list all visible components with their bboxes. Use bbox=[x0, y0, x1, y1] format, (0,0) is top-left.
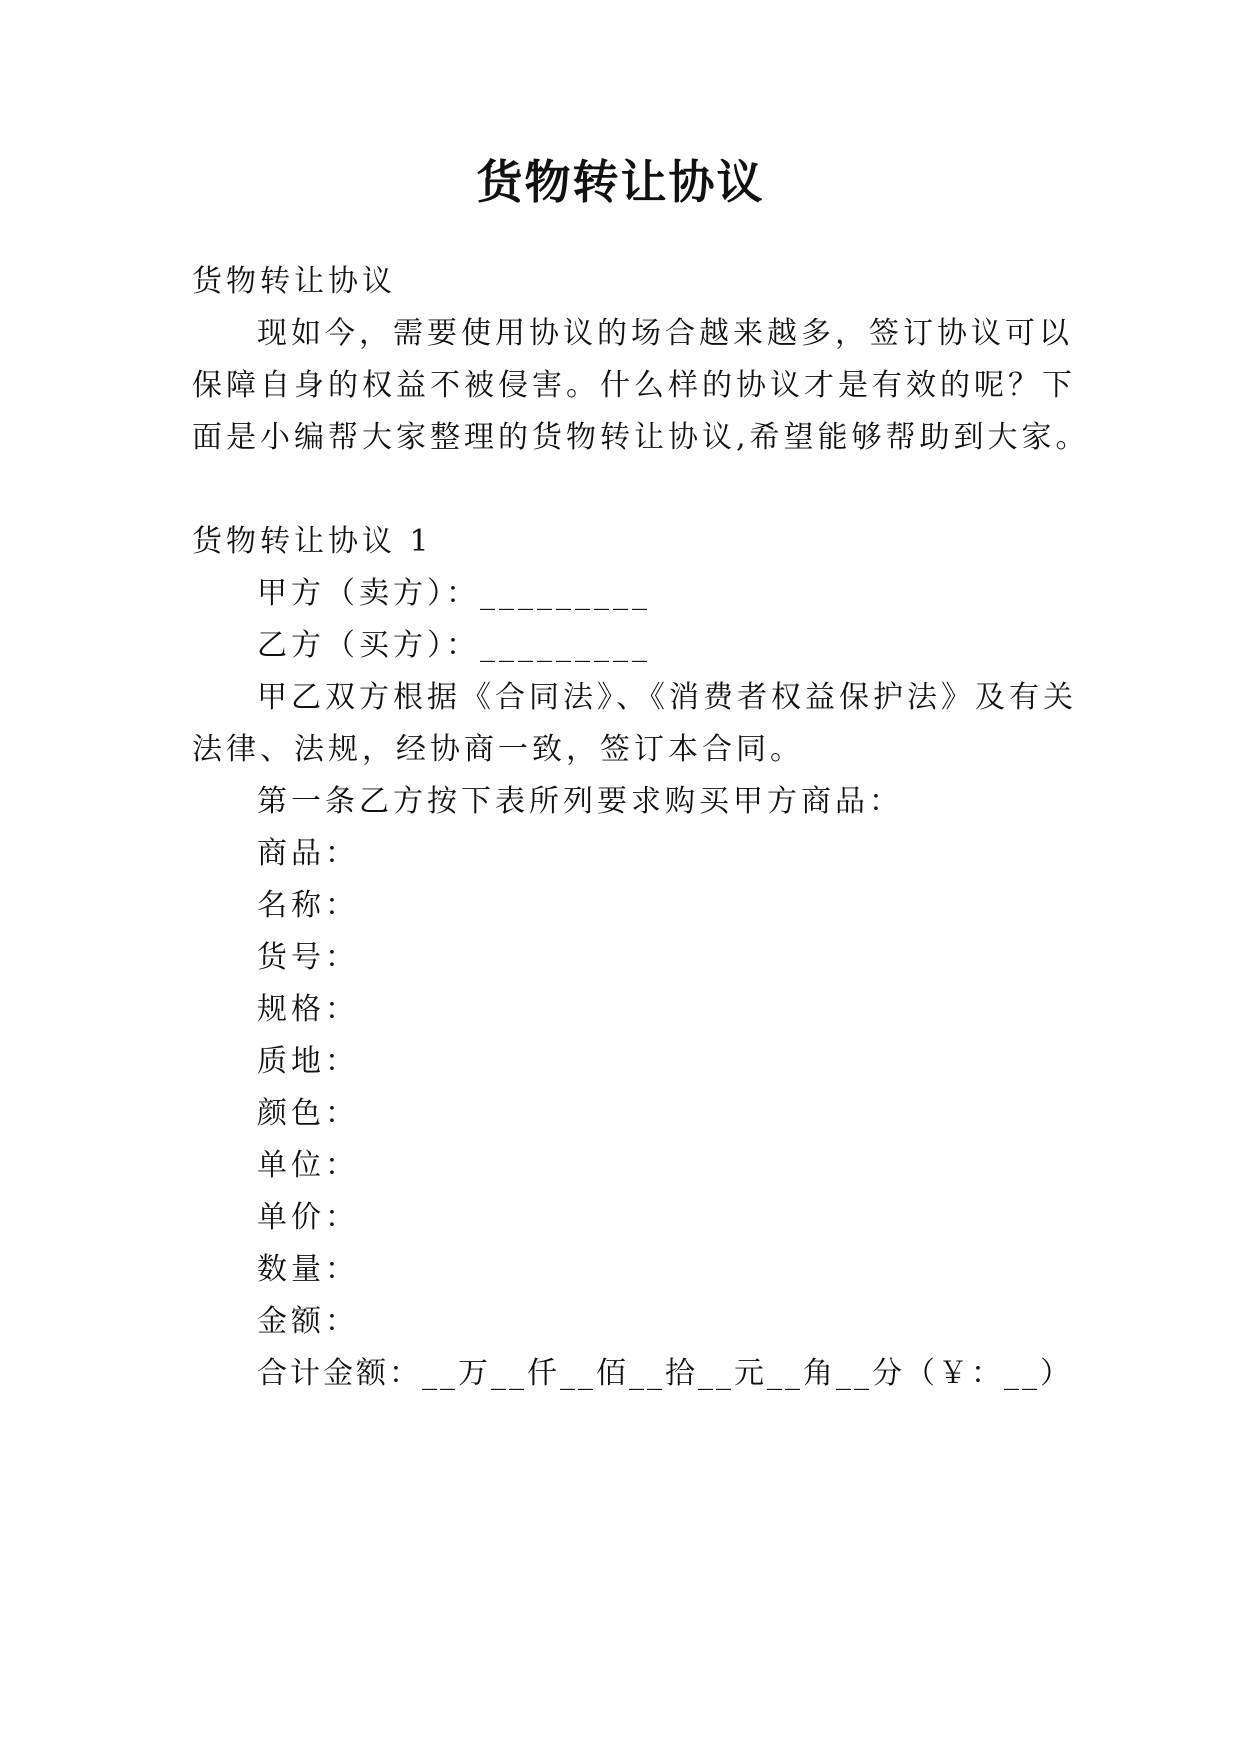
article-1: 第一条乙方按下表所列要求购买甲方商品： bbox=[257, 784, 903, 819]
intro-line-2: 保障自身的权益不被侵害。什么样的协议才是有效的呢？下 bbox=[192, 368, 1076, 403]
field-amount: 金额： bbox=[257, 1304, 359, 1339]
intro-line-1: 现如今，需要使用协议的场合越来越多，签订协议可以 bbox=[257, 316, 1073, 351]
field-unit-price: 单价： bbox=[257, 1200, 359, 1235]
agreement-heading: 货物转让协议 1 bbox=[192, 524, 433, 559]
field-name: 名称： bbox=[257, 888, 359, 923]
intro-line-3: 面是小编帮大家整理的货物转让协议,希望能够帮助到大家。 bbox=[192, 420, 1090, 455]
total-amount-line: 合计金额：__万__仟__佰__拾__元__角__分（￥：__） bbox=[257, 1356, 1073, 1391]
field-color: 颜色： bbox=[257, 1096, 359, 1131]
basis-line-1: 甲乙双方根据《合同法》、《消费者权益保护法》及有关 bbox=[257, 680, 1077, 715]
field-specification: 规格： bbox=[257, 992, 359, 1027]
field-material: 质地： bbox=[257, 1044, 359, 1079]
party-b-line: 乙方（买方）：_________ bbox=[257, 628, 651, 663]
section-heading: 货物转让协议 bbox=[192, 264, 396, 299]
party-a-line: 甲方（卖方）：_________ bbox=[257, 576, 651, 611]
field-goods: 商品： bbox=[257, 836, 359, 871]
field-unit: 单位： bbox=[257, 1148, 359, 1183]
field-item-number: 货号： bbox=[257, 940, 359, 975]
field-quantity: 数量： bbox=[257, 1252, 359, 1287]
document-title: 货物转让协议 bbox=[476, 155, 765, 209]
basis-line-2: 法律、法规，经协商一致，签订本合同。 bbox=[192, 732, 804, 767]
